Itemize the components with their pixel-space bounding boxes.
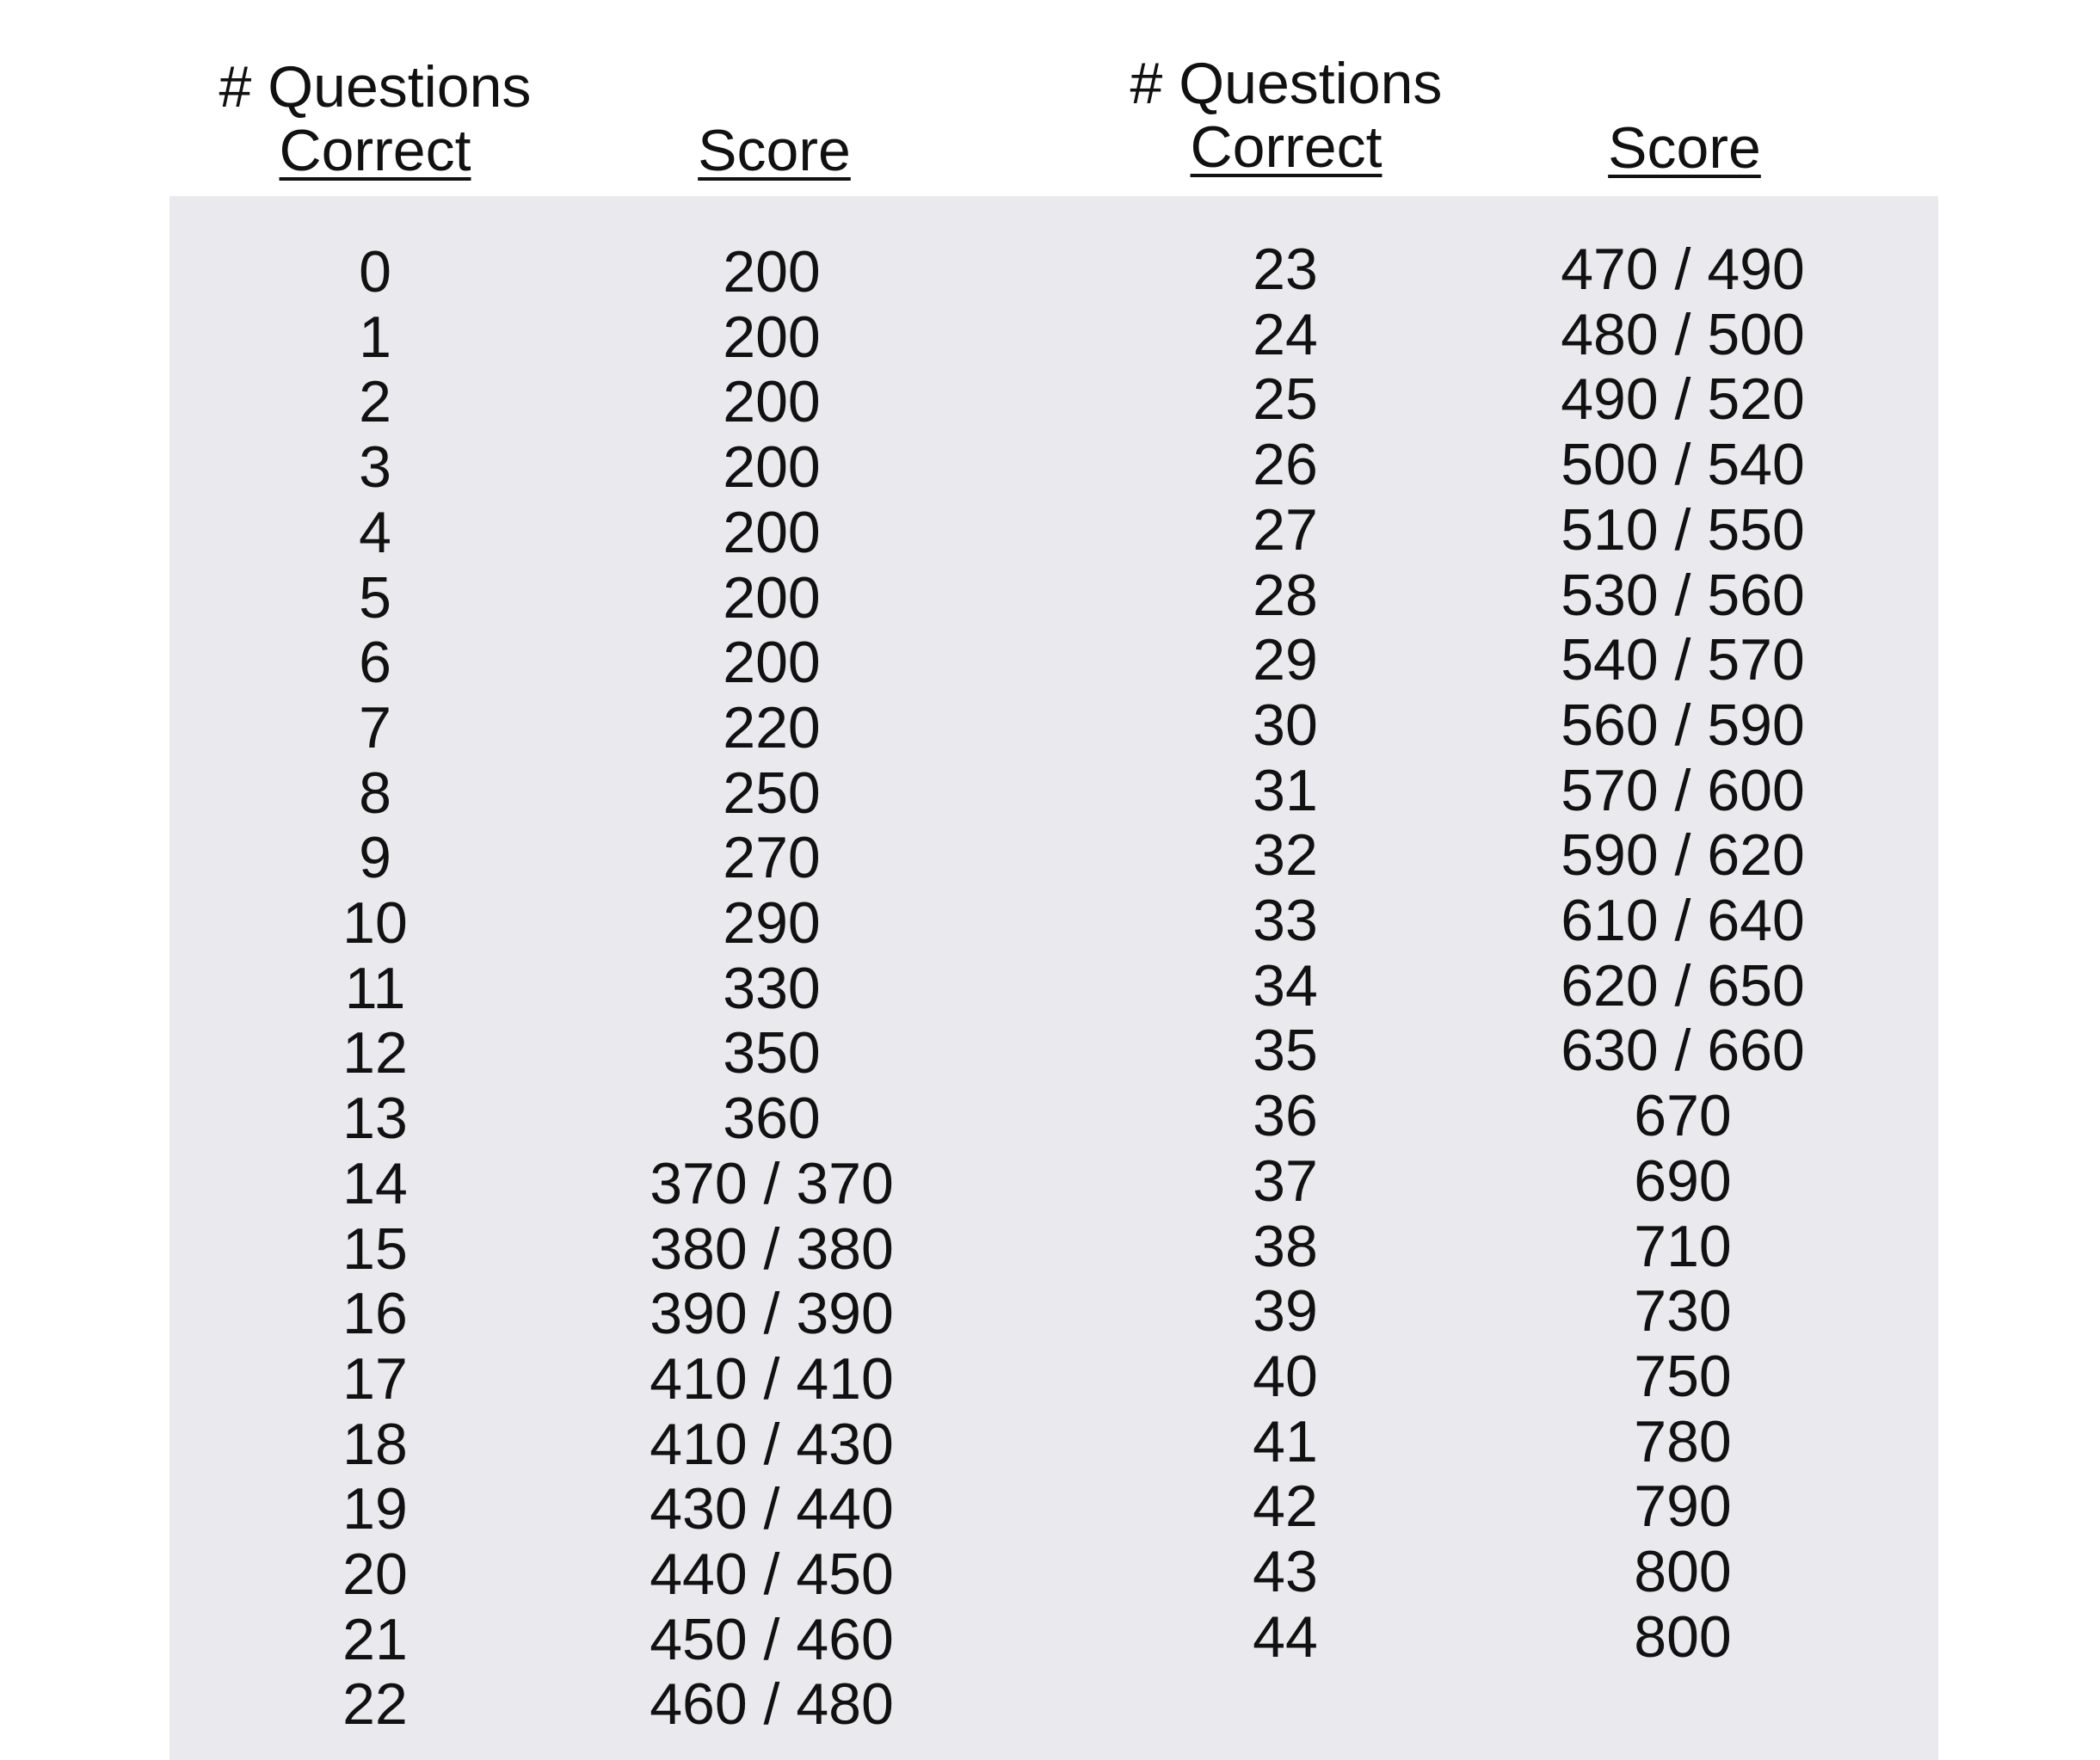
score-cell: 800: [1634, 1539, 1732, 1604]
questions-correct-cell: 19: [342, 1476, 408, 1542]
questions-correct-cell: 24: [1253, 302, 1318, 367]
questions-correct-cell: 8: [359, 760, 391, 826]
score-cell: 200: [723, 630, 821, 695]
questions-correct-cell: 10: [342, 890, 408, 956]
score-cell: 430 / 440: [650, 1476, 894, 1542]
score-cell: 730: [1634, 1278, 1732, 1344]
questions-correct-cell: 25: [1253, 366, 1318, 432]
questions-correct-cell: 32: [1253, 822, 1318, 888]
left-correct-header-line2: Correct: [279, 118, 471, 183]
score-cell: 200: [723, 500, 821, 565]
right-correct-header: [1071, 52, 1501, 179]
score-cell: 360: [723, 1086, 821, 1151]
score-cell: 450 / 460: [650, 1607, 894, 1672]
score-cell: 330: [723, 956, 821, 1021]
questions-correct-cell: 9: [359, 825, 391, 890]
questions-correct-cell: 0: [359, 239, 391, 305]
score-cell: 540 / 570: [1561, 627, 1805, 692]
score-cell: 200: [723, 434, 821, 500]
score-cell: 590 / 620: [1561, 822, 1805, 888]
questions-correct-cell: 17: [342, 1346, 408, 1412]
questions-correct-cell: 5: [359, 565, 391, 631]
score-cell: 200: [723, 305, 821, 370]
questions-correct-cell: 7: [359, 695, 391, 760]
questions-correct-cell: 18: [342, 1412, 408, 1477]
questions-correct-cell: 36: [1253, 1083, 1318, 1148]
score-cell: 250: [723, 760, 821, 826]
questions-correct-cell: 38: [1253, 1214, 1318, 1279]
questions-correct-cell: 12: [342, 1020, 408, 1086]
questions-correct-cell: 21: [342, 1607, 408, 1672]
score-cell: 630 / 660: [1561, 1018, 1805, 1083]
questions-correct-cell: 43: [1253, 1539, 1318, 1604]
score-cell: 440 / 450: [650, 1542, 894, 1607]
left-score-header: Score: [698, 118, 851, 183]
questions-correct-cell: 28: [1253, 563, 1318, 628]
questions-correct-cell: 39: [1253, 1278, 1318, 1344]
score-cell: 200: [723, 239, 821, 305]
questions-correct-cell: 42: [1253, 1474, 1318, 1539]
score-cell: 270: [723, 825, 821, 890]
score-cell: 780: [1634, 1409, 1732, 1474]
questions-correct-cell: 22: [342, 1671, 408, 1737]
score-cell: 220: [723, 695, 821, 760]
questions-correct-cell: 1: [359, 305, 391, 370]
score-cell: 200: [723, 369, 821, 434]
right-correct-header-line1: # Questions: [1130, 51, 1443, 116]
questions-correct-cell: 27: [1253, 497, 1318, 563]
left-correct-header: [160, 55, 590, 182]
score-cell: 610 / 640: [1561, 888, 1805, 953]
questions-correct-cell: 31: [1253, 758, 1318, 823]
questions-correct-cell: 13: [342, 1086, 408, 1151]
questions-correct-cell: 15: [342, 1216, 408, 1282]
questions-correct-cell: 3: [359, 434, 391, 500]
score-cell: 670: [1634, 1083, 1732, 1148]
questions-correct-cell: 44: [1253, 1604, 1318, 1670]
score-cell: 750: [1634, 1344, 1732, 1409]
questions-correct-cell: 34: [1253, 953, 1318, 1018]
questions-correct-cell: 30: [1253, 692, 1318, 758]
score-cell: 500 / 540: [1561, 432, 1805, 497]
score-cell: 290: [723, 890, 821, 956]
score-cell: 200: [723, 565, 821, 631]
questions-correct-cell: 20: [342, 1542, 408, 1607]
score-cell: 350: [723, 1020, 821, 1086]
score-cell: 570 / 600: [1561, 758, 1805, 823]
score-cell: 690: [1634, 1148, 1732, 1214]
score-cell: 460 / 480: [650, 1671, 894, 1737]
score-cell: 390 / 390: [650, 1281, 894, 1346]
questions-correct-cell: 35: [1253, 1018, 1318, 1083]
score-cell: 490 / 520: [1561, 366, 1805, 432]
questions-correct-cell: 16: [342, 1281, 408, 1346]
score-cell: 620 / 650: [1561, 953, 1805, 1018]
score-cell: 370 / 370: [650, 1151, 894, 1216]
score-cell: 380 / 380: [650, 1216, 894, 1282]
questions-correct-cell: 6: [359, 630, 391, 695]
questions-correct-cell: 29: [1253, 627, 1318, 692]
score-cell: 410 / 430: [650, 1412, 894, 1477]
questions-correct-cell: 37: [1253, 1148, 1318, 1214]
questions-correct-cell: 2: [359, 369, 391, 434]
score-cell: 800: [1634, 1604, 1732, 1670]
questions-correct-cell: 23: [1253, 237, 1318, 302]
questions-correct-cell: 11: [344, 956, 406, 1021]
right-correct-header-line2: Correct: [1190, 114, 1383, 180]
questions-correct-cell: 40: [1253, 1344, 1318, 1409]
score-cell: 790: [1634, 1474, 1732, 1539]
score-cell: 480 / 500: [1561, 302, 1805, 367]
left-correct-header-line1: # Questions: [219, 54, 532, 120]
questions-correct-cell: 41: [1253, 1409, 1318, 1474]
score-cell: 560 / 590: [1561, 692, 1805, 758]
score-cell: 710: [1634, 1214, 1732, 1279]
questions-correct-cell: 14: [342, 1151, 408, 1216]
questions-correct-cell: 26: [1253, 432, 1318, 497]
score-cell: 470 / 490: [1561, 237, 1805, 302]
questions-correct-cell: 4: [359, 500, 391, 565]
right-score-header: Score: [1608, 115, 1761, 181]
score-cell: 530 / 560: [1561, 563, 1805, 628]
score-cell: 410 / 410: [650, 1346, 894, 1412]
questions-correct-cell: 33: [1253, 888, 1318, 953]
score-cell: 510 / 550: [1561, 497, 1805, 563]
